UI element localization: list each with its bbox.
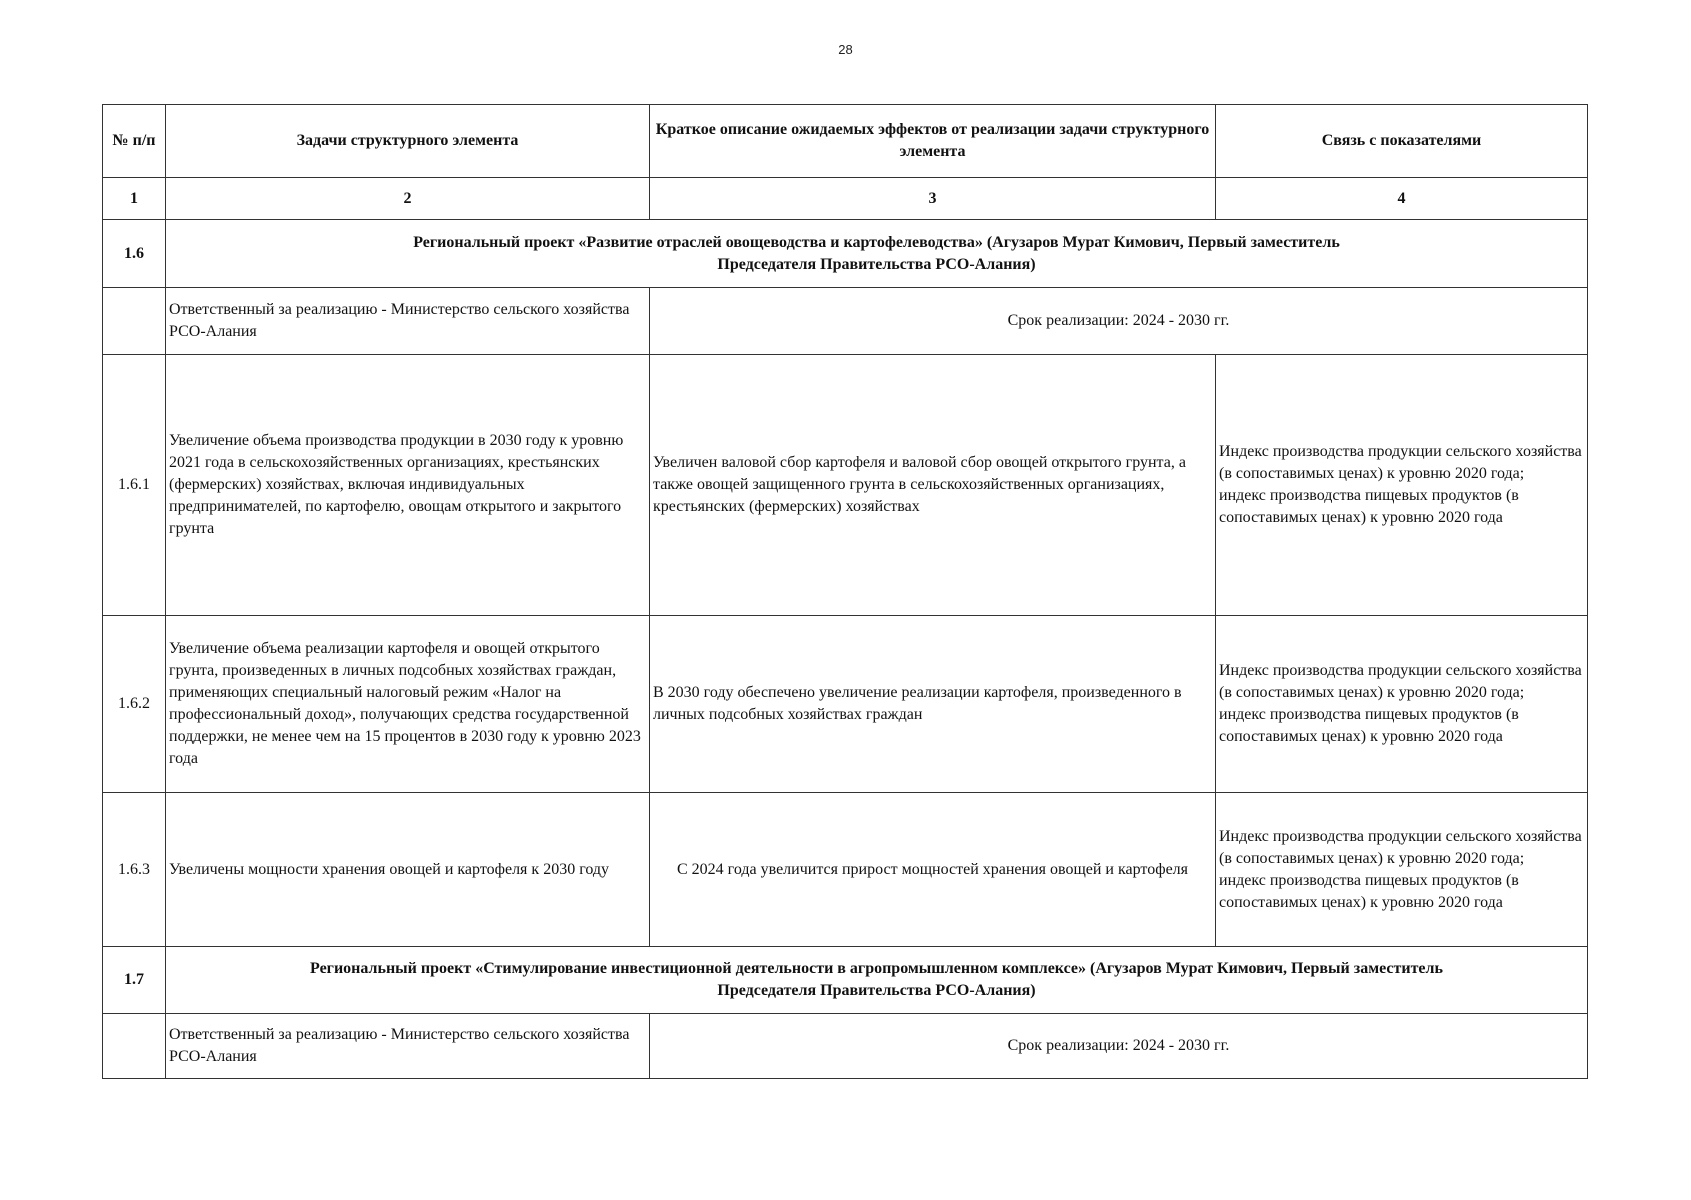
section-number: 1.6 (103, 220, 166, 288)
task-row-1-6-3 (103, 793, 1588, 947)
indicators (1216, 616, 1588, 793)
header-col-indicators: Связь с показателями (1216, 105, 1588, 178)
indicators (1216, 355, 1588, 616)
task-description: Увеличены мощности хранения овощей и картофеля к 2030 году (166, 793, 650, 947)
structural-elements-table (102, 104, 1588, 1079)
indicator-line: индекс производства пищевых продуктов (в сопоставимых ценах) к уровню 2020 года (1219, 487, 1519, 526)
table-header-row (103, 105, 1588, 178)
task-number: 1.6.2 (103, 616, 166, 793)
effect-description: Увеличен валовой сбор картофеля и валовой сбор овощей открытого грунта, а также овощей защищенного грунта в сельскохозяйственных организациях, крестьянских (фермерских) хозяйствах (650, 355, 1216, 616)
task-description: Увеличение объема реализации картофеля и овощей открытого грунта, произведенных в личных подсобных хозяйствах граждан, применяющих специальный налоговый режим «Налог на профессиональный доход», получающих средства государственной поддержки, не менее чем на 15 процентов в 2030 году к уровню 2023 года (166, 616, 650, 793)
indicator-line: Индекс производства продукции сельского хозяйства (в сопоставимых ценах) к уровню 2020 года; (1219, 443, 1582, 482)
effect-description: С 2024 года увеличится прирост мощностей хранения овощей и картофеля (650, 793, 1216, 947)
empty-cell (103, 1014, 166, 1079)
page-number: 28 (838, 42, 853, 57)
term-text: Срок реализации: 2024 - 2030 гг. (650, 1014, 1588, 1079)
responsible-text: Ответственный за реализацию - Министерство сельского хозяйства РСО-Алания (166, 288, 650, 355)
section-row-1-6 (103, 220, 1588, 288)
column-numbers-row (103, 178, 1588, 220)
column-number: 3 (650, 178, 1216, 220)
indicator-line: Индекс производства продукции сельского хозяйства (в сопоставимых ценах) к уровню 2020 года; (1219, 827, 1582, 867)
section-title-line2: Председателя Правительства РСО-Алания) (717, 982, 1036, 999)
section-title (166, 220, 1588, 288)
task-row-1-6-1 (103, 355, 1588, 616)
term-text: Срок реализации: 2024 - 2030 гг. (650, 288, 1588, 355)
task-number: 1.6.3 (103, 793, 166, 947)
section-title-line1: Региональный проект «Стимулирование инвестиционной деятельности в агропромышленном комплексе» (Агузаров Мурат Кимович, Первый заместитель (310, 960, 1443, 977)
responsible-text: Ответственный за реализацию - Министерство сельского хозяйства РСО-Алания (166, 1014, 650, 1079)
section-row-1-7 (103, 947, 1588, 1014)
task-number: 1.6.1 (103, 355, 166, 616)
task-description: Увеличение объема производства продукции в 2030 году к уровню 2021 года в сельскохозяйственных организациях, крестьянских (фермерских) хозяйствах, включая индивидуальных предпринимателей, по картофелю, овощам открытого и закрытого грунта (166, 355, 650, 616)
indicator-line: индекс производства пищевых продуктов (в сопоставимых ценах) к уровню 2020 года (1219, 871, 1519, 911)
section-number: 1.7 (103, 947, 166, 1014)
column-number: 2 (166, 178, 650, 220)
empty-cell (103, 288, 166, 355)
section-title-line1: Региональный проект «Развитие отраслей овощеводства и картофелеводства» (Агузаров Мурат Кимович, Первый заместитель (413, 233, 1340, 251)
indicator-line: Индекс производства продукции сельского хозяйства (в сопоставимых ценах) к уровню 2020 года; (1219, 662, 1582, 701)
header-col-tasks: Задачи структурного элемента (166, 105, 650, 178)
indicator-line: индекс производства пищевых продуктов (в сопоставимых ценах) к уровню 2020 года (1219, 706, 1519, 745)
indicators (1216, 793, 1588, 947)
section-title-line2: Председателя Правительства РСО-Алания) (717, 255, 1036, 273)
header-col-number: № п/п (103, 105, 166, 178)
column-number: 1 (103, 178, 166, 220)
responsible-row-1-6 (103, 288, 1588, 355)
column-number: 4 (1216, 178, 1588, 220)
header-col-effects: Краткое описание ожидаемых эффектов от реализации задачи структурного элемента (650, 105, 1216, 178)
responsible-row-1-7 (103, 1014, 1588, 1079)
task-row-1-6-2 (103, 616, 1588, 793)
section-title (166, 947, 1588, 1014)
effect-description: В 2030 году обеспечено увеличение реализации картофеля, произведенного в личных подсобных хозяйствах граждан (650, 616, 1216, 793)
